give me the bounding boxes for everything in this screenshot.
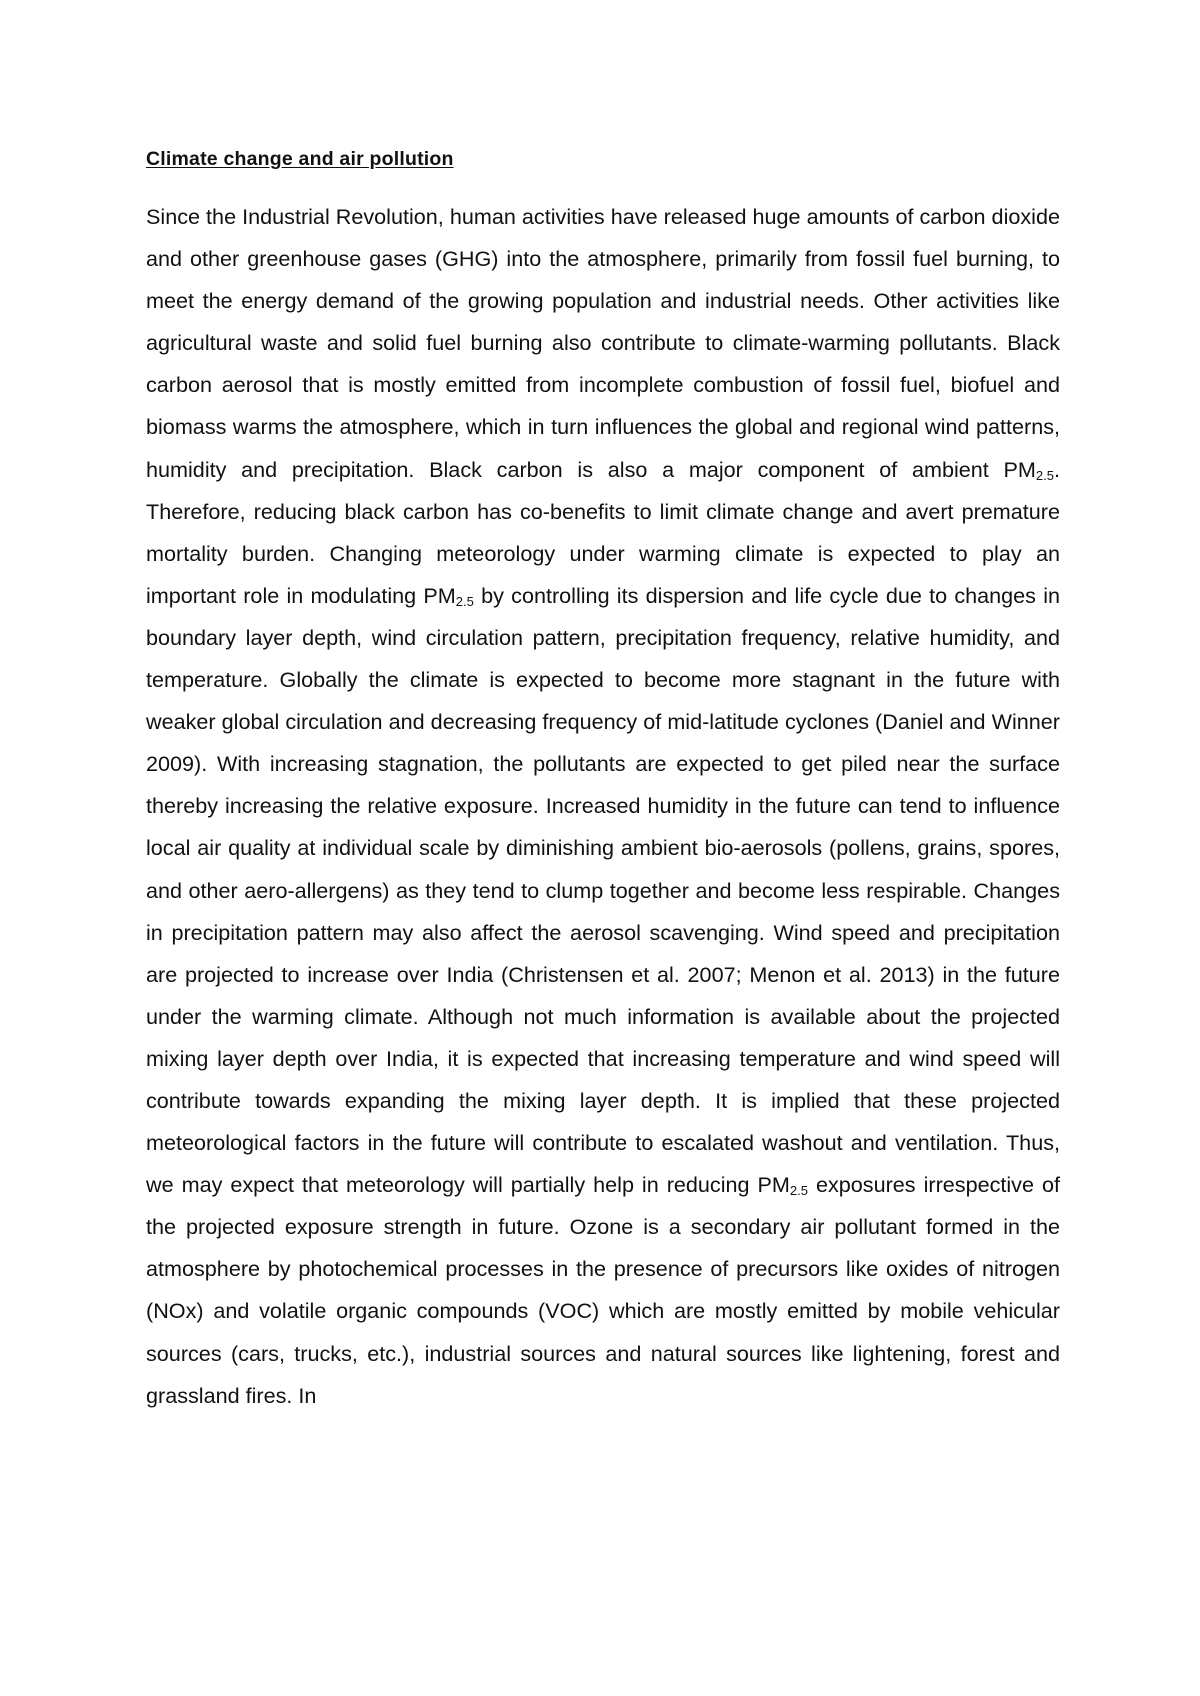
body-paragraph	[146, 196, 1060, 1417]
body-text-segment: by controlling its dispersion and life cycle due to changes in boundary layer depth, wind circulation pattern, precipitation frequency, relative humidity, and temperature. Globally the climate is expected to become more stagnant in the future with weaker global circulation and decreasing frequency of mid-latitude cyclones (Daniel and Winner 2009). With increasing stagnation, the pollutants are expected to get piled near the surface thereby increasing the relative exposure. Increased humidity in the future can tend to influence local air quality at individual scale by diminishing ambient bio-aerosols (pollens, grains, spores, and other aero-allergens) as they tend to clump together and become less respirable. Changes in precipitation pattern may also affect the aerosol scavenging. Wind speed and precipitation are projected to increase over India (Christensen et al. 2007; Menon et al. 2013) in the future under the warming climate. Although not much information is available about the projected mixing layer depth over India, it is expected that increasing temperature and wind speed will contribute towards expanding the mixing layer depth. It is implied that these projected meteorological factors in the future will contribute to escalated washout and ventilation. Thus, we may expect that meteorology will partially help in reducing PM	[146, 582, 1061, 1198]
pm-subscript: 2.5	[1035, 467, 1054, 483]
document-title: Climate change and air pollution	[146, 148, 454, 170]
body-text-segment: Since the Industrial Revolution, human activities have released huge amounts of carbon dioxide and other greenhouse gases (GHG) into the atmosphere, primarily from fossil fuel burning, to meet the energy demand of the growing population and industrial needs. Other activities like agricultural waste and solid fuel burning also contribute to climate-warming pollutants. Black carbon aerosol that is mostly emitted from incomplete combustion of fossil fuel, biofuel and biomass warms the atmosphere, which in turn influences the global and regional wind patterns, humidity and precipitation. Black carbon is also a major component of ambient PM	[146, 204, 1060, 482]
document-page	[146, 144, 1060, 1417]
pm-subscript: 2.5	[789, 1183, 808, 1199]
body-text-segment: exposures irrespective of the projected exposure strength in future. Ozone is a secondary air pollutant formed in the atmosphere by photochemical processes in the presence of precursors like oxides of nitrogen (NOx) and volatile organic compounds (VOC) which are mostly emitted by mobile vehicular sources (cars, trucks, etc.), industrial sources and natural sources like lightening, forest and grassland fires. In	[146, 1172, 1060, 1408]
pm-subscript: 2.5	[455, 593, 474, 609]
body-text-segment: . Therefore, reducing black carbon has co-benefits to limit climate change and avert premature mortality burden. Changing meteorology under warming climate is expected to play an important role in modulating PM	[146, 456, 1060, 608]
